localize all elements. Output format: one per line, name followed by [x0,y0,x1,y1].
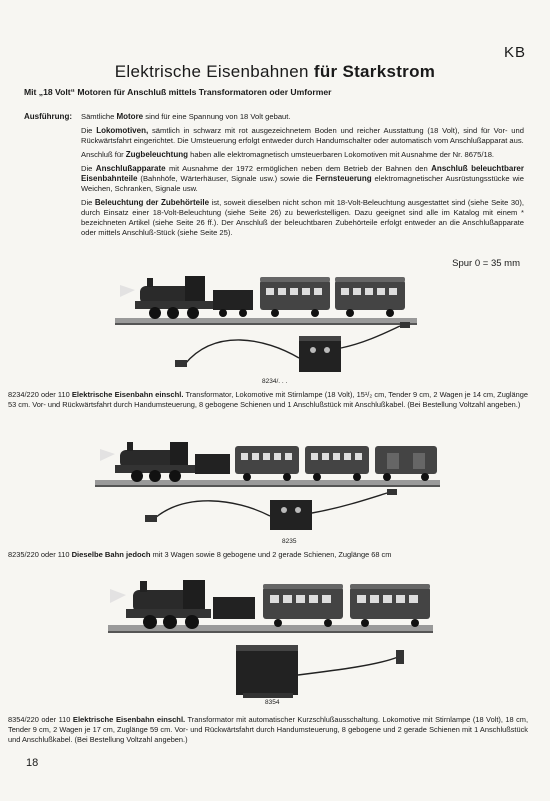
intro-label: Ausführung: [24,112,72,121]
intro-body [81,112,524,238]
passenger-car-icon [260,277,330,317]
image-label-8354: 8354 [265,699,280,706]
product-entry-8354 [8,715,528,745]
product-description: Transformator, Lokomotive mit Stirnlampe (18 Volt), 15¹/₂ cm, Tender 9 cm, 2 Wagen je 14 cm, Zuglänge 53 cm. Vor- und Rückwärtsfahrt durch Handumsteuerung, 8 gebogene Schienen und 1 Anschlußstück mit Anschlußkabel. (Bei Bestellung Voltzahl angeben.) [8,390,529,409]
page-title [0,62,550,82]
passenger-car-icon [335,277,405,317]
train-set-illustration-8354 [108,575,438,703]
intro-paragraph: Die Beleuchtung der Zubehörteile ist, soweit dieselben nicht schon mit 18-Volt-Beleuchtung ausgestattet sind (siehe Seite 30), durch Einsatz einer 18-Volt-Beleuchtung (siehe Seite 26) zu bewerkstelligen. Dazu geeignet sind alle im Katalog mit einem * bezeichneten Artikel (siehe Seite 26 ff.). Der Anschluß der beleuchtbaren Zubehörteile erfolgt entweder an die Anschlußapparate oder mittels Anschluß-Stück (siehe Seite 25). [81,198,524,237]
baggage-car-icon [375,446,437,481]
cable-icon [298,657,398,675]
train-set-illustration-8234 [115,268,425,386]
cable-icon [341,326,400,348]
intro-paragraph: Die Anschlußapparate mit Ausnahme der 1972 ermöglichen neben dem Betrieb der Bahnen den Anschluß beleuchtbarer Eisenbahnteile (Bahnhöfe, Wärterhäuser, Signale usw.) sowie die Fernsteuerung elektromagnetischer Ausrüstungsstücke wie Weichen, Schranken, Signale usw. [81,164,524,193]
intro-paragraph: Anschluß für Zugbeleuchtung haben alle elektromagnetisch umsteuerbaren Lokomotiven mit Ausnahme der Nr. 8675/18. [81,150,495,159]
page-subtitle: Mit „18 Volt“ Motoren für Anschluß mittels Transformatoren oder Umformer [24,87,332,97]
tender-icon [195,454,230,474]
cable-icon [185,340,299,364]
cable-icon [312,493,387,513]
tender-icon [213,290,253,310]
intro-paragraph: Die Lokomotiven, sämtlich in schwarz mit rot ausgezeichnetem Boden und reicher Ausstattung (18 Volt), sind für Vor- und Rückwärtsfahrt eingerichtet. Die Umsteuerung erfolgt entweder durch Handumschalter oder automatisch vom Anschlußapparat aus. [81,126,524,145]
section-code: KB [503,44,526,61]
transformer-icon [270,500,312,530]
product-name: Elektrische Eisenbahn einschl. [71,390,184,399]
plug-icon [400,322,410,328]
plug-icon [396,650,404,664]
product-number: 8354/220 oder 110 [8,715,71,724]
plug-icon [387,489,397,495]
plug-icon [175,360,187,367]
transformer-icon [236,645,298,698]
product-number: 8235/220 oder 110 [8,550,70,559]
passenger-car-icon [350,584,430,627]
intro-paragraph: Sämtliche Motore sind für eine Spannung von 18 Volt gebaut. [81,112,291,121]
gauge-label: Spur 0 = 35 mm [452,258,520,269]
cable-icon [155,501,270,518]
train-set-illustration-8235 [95,438,445,538]
tender-icon [213,597,255,619]
page-number: 18 [26,757,39,769]
locomotive-icon [110,580,211,629]
product-entry-8235 [8,550,528,560]
product-name: Dieselbe Bahn jedoch [71,550,151,559]
product-entry-8234 [8,390,528,410]
passenger-car-icon [263,584,343,627]
locomotive-icon [100,442,195,482]
title-part-2: für Starkstrom [313,62,436,81]
product-description: Transformator mit automatischer Kurzschlußausschaltung. Lokomotive mit Stirnlampe (18 Volt), 18 cm, Tender 9 cm, 2 Wagen je 17 cm, Zuglänge 59 cm. Vor- und Rückwärtsfahrt durch Handumsteuerung, 8 gebogene und 2 gerade Schienen mit 1 Anschlußstück und Anschlußkabel. (Bei Bestellung Voltzahl angeben.) [8,715,528,744]
title-part-1: Elektrische Eisenbahnen [114,62,309,81]
product-description: mit 3 Wagen sowie 8 gebogene und 2 gerade Schienen, Zuglänge 68 cm [152,550,392,559]
locomotive-icon [120,276,213,319]
transformer-icon [299,336,341,372]
image-label-8235: 8235 [282,538,297,545]
product-name: Elektrische Eisenbahn einschl. [72,715,186,724]
image-label-8234: 8234/. . . [262,378,288,385]
product-number: 8234/220 oder 110 [8,390,70,399]
passenger-car-icon [235,446,299,481]
intro-section [24,112,524,242]
passenger-car-icon [305,446,369,481]
plug-icon [145,515,157,522]
